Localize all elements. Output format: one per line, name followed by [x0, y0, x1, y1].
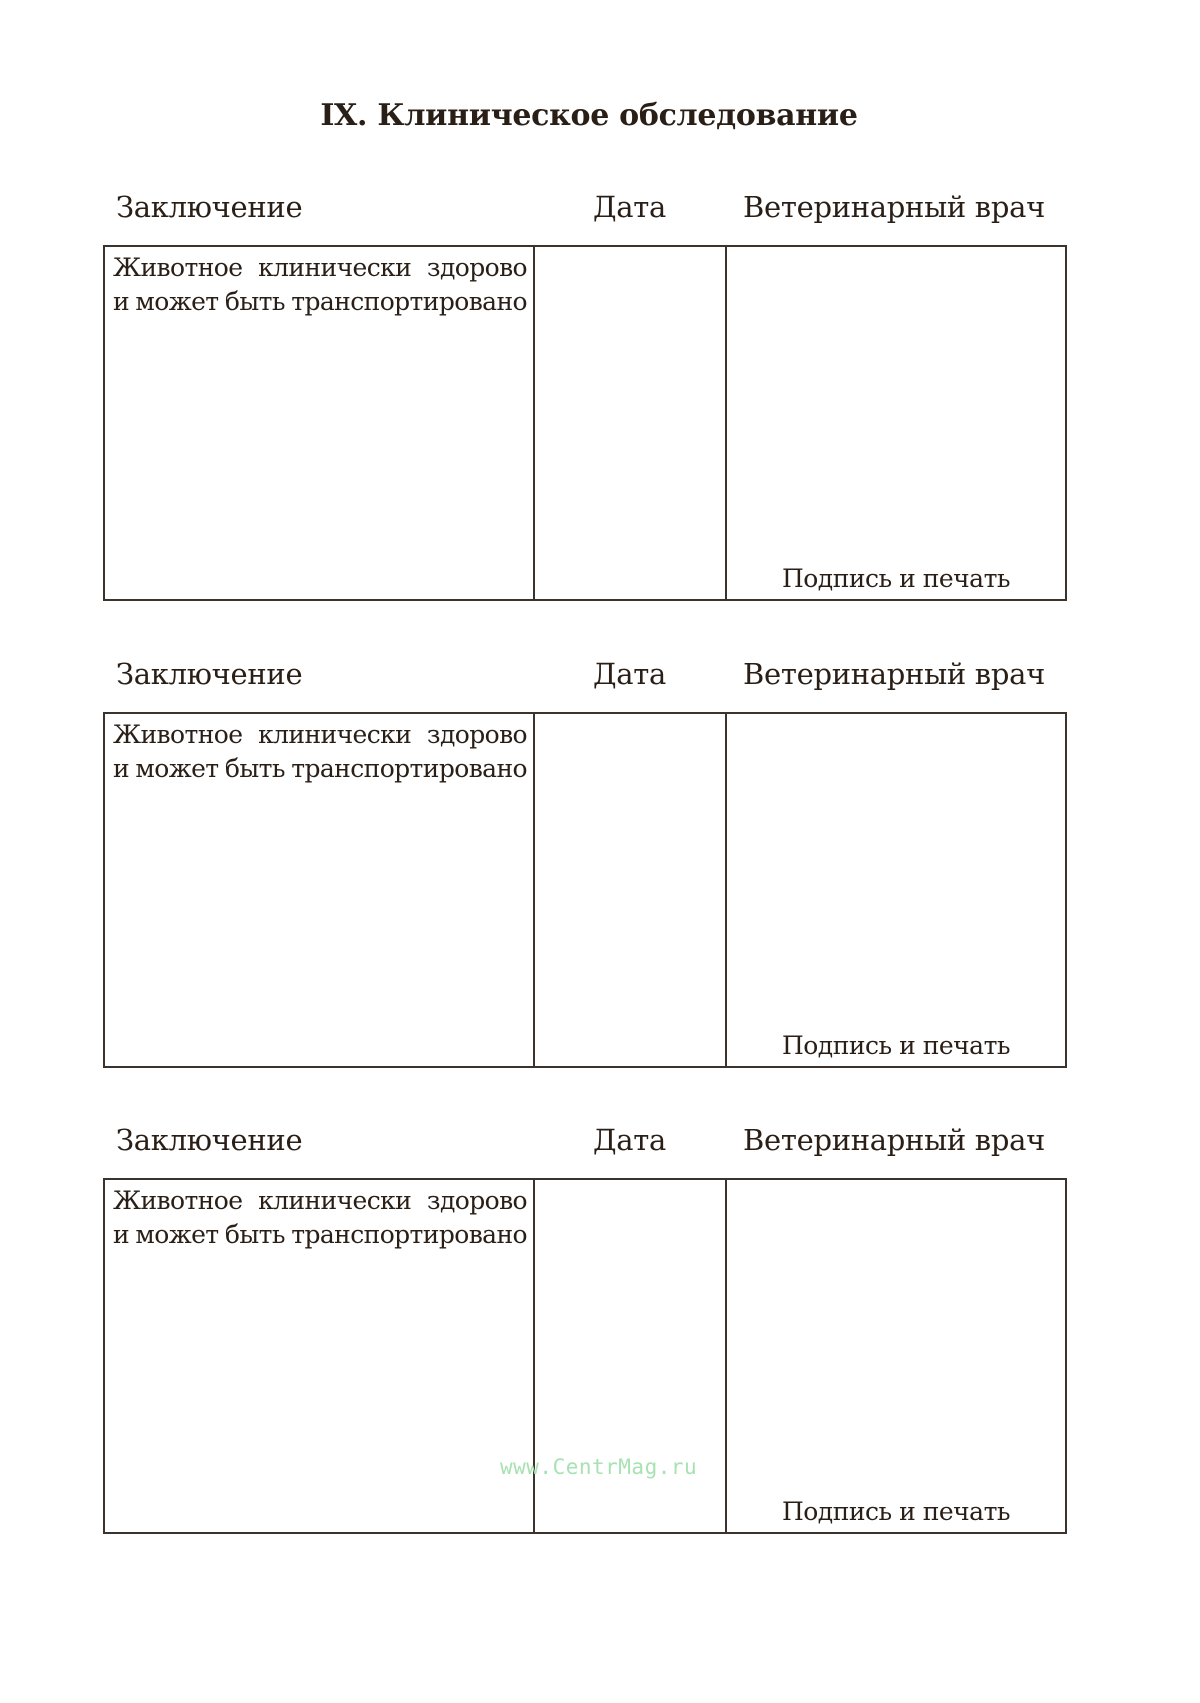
conclusion-cell — [105, 247, 535, 599]
header-conclusion: Заключение — [116, 190, 303, 224]
header-conclusion: Заключение — [116, 657, 303, 691]
conclusion-text — [113, 1184, 527, 1252]
header-vet: Ветеринарный врач — [743, 1123, 1045, 1157]
page-title: IX. Клиническое обследование — [320, 98, 858, 133]
header-conclusion: Заключение — [116, 1123, 303, 1157]
vet-signature-cell[interactable] — [727, 247, 1065, 599]
date-cell[interactable] — [535, 714, 727, 1066]
signature-label: Подпись и печать — [781, 564, 1011, 593]
header-date: Дата — [593, 190, 666, 224]
header-date: Дата — [593, 657, 666, 691]
header-vet: Ветеринарный врач — [743, 657, 1045, 691]
conclusion-text — [113, 251, 527, 319]
vet-signature-cell[interactable] — [727, 714, 1065, 1066]
signature-label: Подпись и печать — [781, 1497, 1011, 1526]
conclusion-cell — [105, 714, 535, 1066]
watermark: www.CentrMag.ru — [500, 1455, 698, 1479]
conclusion-cell — [105, 1180, 535, 1532]
conclusion-line: Животное клинически здорово — [113, 1186, 527, 1215]
conclusion-text — [113, 718, 527, 786]
exam-table — [103, 1178, 1067, 1534]
conclusion-line: Животное клинически здорово — [113, 253, 527, 282]
exam-table — [103, 712, 1067, 1068]
date-cell[interactable] — [535, 247, 727, 599]
date-cell[interactable] — [535, 1180, 727, 1532]
signature-label: Подпись и печать — [781, 1031, 1011, 1060]
conclusion-line: и может быть транспортировано — [113, 754, 527, 783]
header-vet: Ветеринарный врач — [743, 190, 1045, 224]
conclusion-line: и может быть транспортировано — [113, 1220, 527, 1249]
conclusion-line: Животное клинически здорово — [113, 720, 527, 749]
exam-table — [103, 245, 1067, 601]
vet-signature-cell[interactable] — [727, 1180, 1065, 1532]
header-date: Дата — [593, 1123, 666, 1157]
conclusion-line: и может быть транспортировано — [113, 287, 527, 316]
